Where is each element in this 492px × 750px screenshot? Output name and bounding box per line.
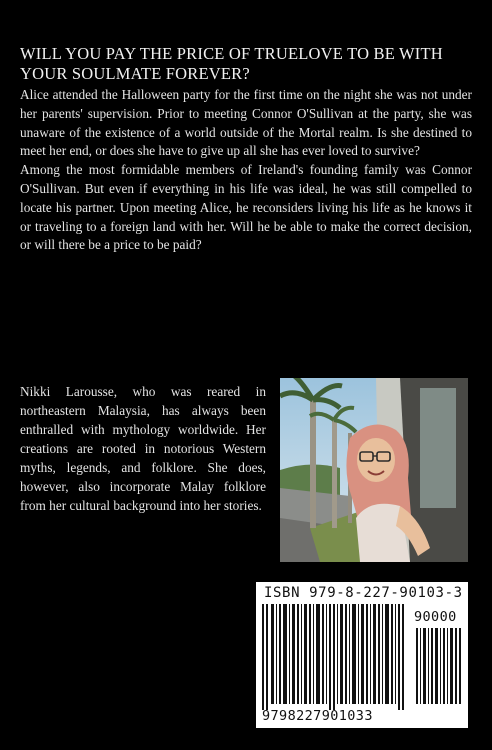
synopsis-paragraph-1: Alice attended the Halloween party for the first time on the night she was not under her parents' supervision. Prior to meeting Connor O'Sullivan at the party, she was unaware of the existence of a world outside of the Mortal realm. Is she destined to meet her end, or does she have to give up all she has ever loved to survive?: [20, 87, 472, 159]
author-photo-image: [280, 378, 468, 562]
addon-price-code: 90000: [414, 609, 457, 625]
ean-number-text: 9798227901033: [262, 708, 373, 724]
back-cover-headline: WILL YOU PAY THE PRICE OF TRUELOVE TO BE WITH YOUR SOULMATE FOREVER?: [20, 44, 443, 83]
ean-barcode-bars: [262, 604, 412, 710]
addon-barcode-bars: [416, 628, 462, 704]
author-bio: Nikki Larousse, who was reared in northeastern Malaysia, has always been enthralled with mythology worldwide. Her creations are rooted in notorious Western myths, legends, and folklore. She does, however, also incorporate Malay folklore from her cultural background into her stories.: [20, 384, 266, 513]
synopsis: [20, 86, 472, 255]
author-photo: [280, 378, 468, 562]
isbn-barcode: [256, 582, 468, 728]
isbn-text: ISBN 979-8-227-90103-3: [264, 585, 463, 601]
synopsis-paragraph-2: Among the most formidable members of Ireland's founding family was Connor O'Sullivan. But even if everything in his life was ideal, he was still compelled to locate his partner. Upon meeting Alice, he reconsiders living his life as he knows it or traveling to a foreign land with her. Will he be able to make the correct decision, or will there be a price to be paid?: [20, 162, 472, 253]
